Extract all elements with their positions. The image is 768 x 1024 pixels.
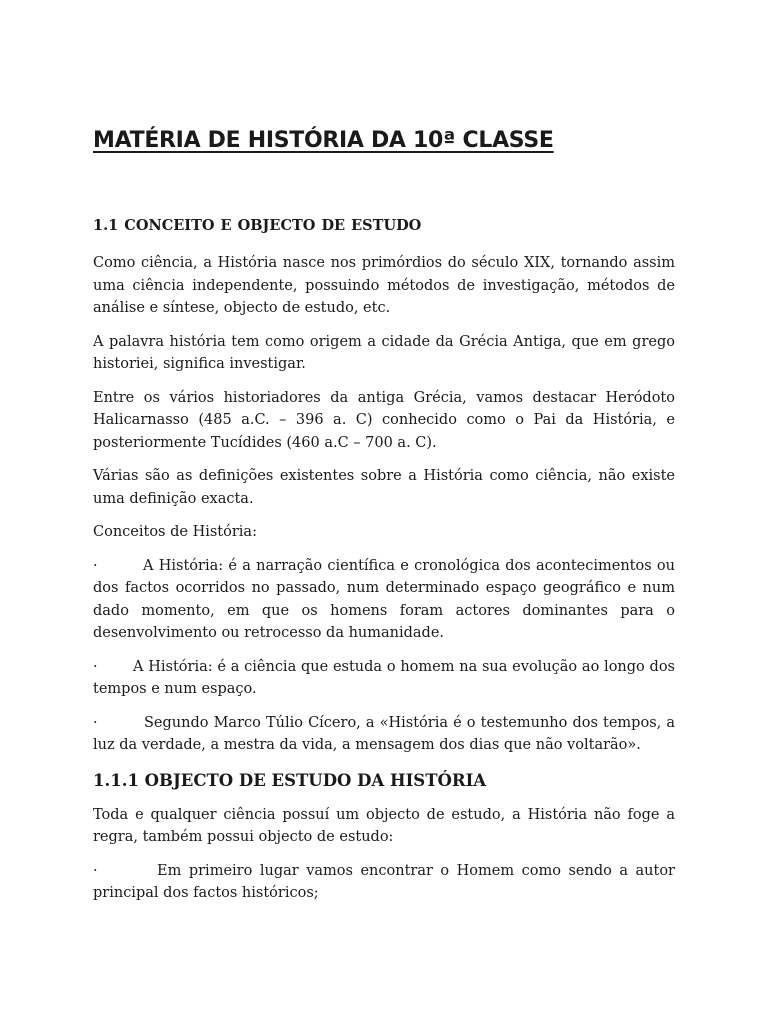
document-page [93,0,675,1024]
paragraph-definicoes: Várias são as definições existentes sobre a História como ciência, não existe uma definição exacta. [93,468,675,507]
paragraph-historiadores: Entre os vários historiadores da antiga Grécia, vamos destacar Heródoto Halicarnasso (485 a.C. – 396 a. C) conhecido como o Pai da História, e posteriormente Tucídides (460 a.C – 700 a. C). [93,389,675,451]
bullet-text: Segundo Marco Túlio Cícero, a «História é o testemunho dos tempos, a luz da verdade, a mestra da vida, a mensagem dos dias que não voltarão». [93,714,675,753]
bullet-text: A História: é a ciência que estuda o homem na sua evolução ao longo dos tempos e num espaço. [93,658,675,697]
bullet-text: A História: é a narração científica e cronológica dos acontecimentos ou dos factos ocorridos no passado, num determinado espaço geográfico e num dado momento, em que os homens foram actores dominantes para o desenvolvimento ou retrocesso da humanidade. [93,557,675,641]
bullet-item-conceito-3 [93,712,675,757]
section-heading-objecto: 1.1.1 OBJECTO DE ESTUDO DA HISTÓRIA [93,770,487,790]
document-body [93,214,675,916]
bullet-icon: · [93,557,98,574]
paragraph-conceitos-label: Conceitos de História: [93,524,257,540]
bullet-text: Em primeiro lugar vamos encontrar o Homem como sendo a autor principal dos factos históricos; [93,862,675,901]
bullet-icon: · [93,658,98,675]
bullet-icon: · [93,862,98,879]
bullet-item-conceito-2 [93,656,675,701]
section-heading-conceito: 1.1 CONCEITO E OBJECTO DE ESTUDO [93,217,422,234]
document-title: MATÉRIA DE HISTÓRIA DA 10ª CLASSE [93,128,554,153]
bullet-icon: · [93,714,98,731]
bullet-item-conceito-1 [93,555,675,645]
bullet-item-objecto-1 [93,860,675,905]
paragraph-ciencia: Como ciência, a História nasce nos primórdios do século XIX, tornando assim uma ciência independente, possuindo métodos de investigação, métodos de análise e síntese, objecto de estudo, etc. [93,255,675,316]
paragraph-objecto-estudo: Toda e qualquer ciência possuí um objecto de estudo, a História não foge a regra, também possui objecto de estudo: [93,806,675,845]
paragraph-origem-palavra: A palavra história tem como origem a cidade da Grécia Antiga, que em grego historiei, significa investigar. [93,333,675,372]
